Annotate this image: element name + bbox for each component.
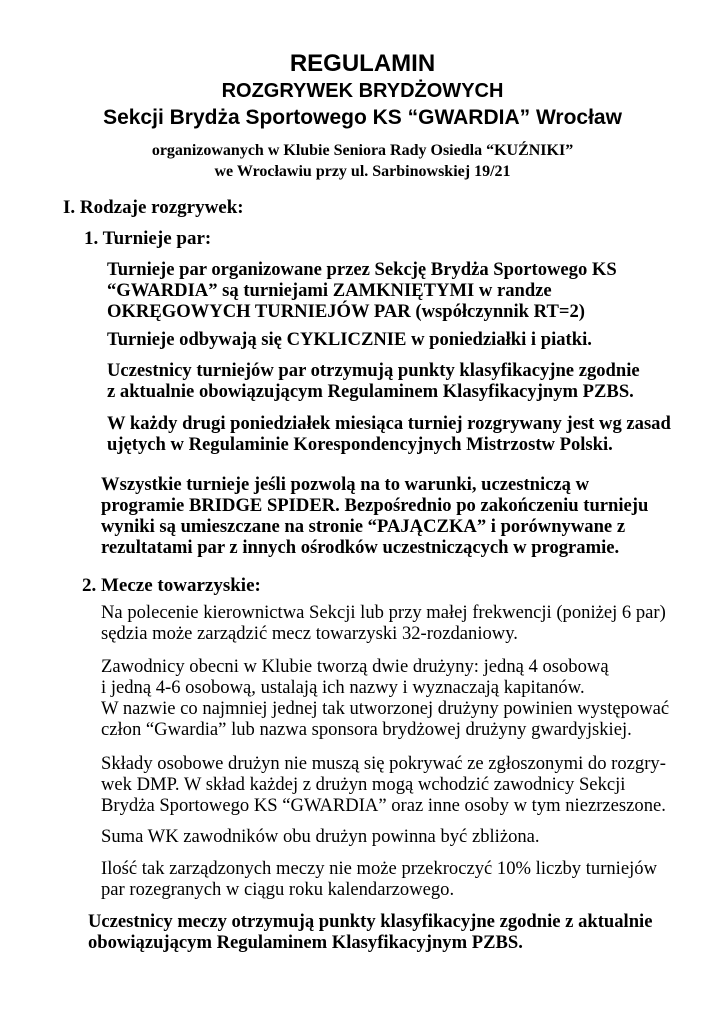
paragraph: [107, 413, 671, 455]
text-line: wyniki są umieszczane na stronie “PAJĄCZKA” i porównywane z: [101, 516, 626, 537]
text-line: ujętych w Regulaminie Korespondencyjnych Mistrzostw Polski.: [107, 434, 613, 455]
text-line: OKRĘGOWYCH TURNIEJÓW PAR (współczynnik RT=2): [107, 301, 585, 322]
document-subtitle: ROZGRYWEK BRYDŻOWYCH: [221, 80, 504, 102]
paragraph: [88, 911, 652, 953]
venue-line-1: organizowanych w Klubie Seniora Rady Osiedla “KUŹNIKI”: [151, 142, 574, 159]
text-line: Uczestnicy turniejów par otrzymują punkty klasyfikacyjne zgodnie: [107, 360, 640, 381]
text-line: sędzia może zarządzić mecz towarzyski 32-rozdaniowy.: [101, 623, 518, 644]
text-line: Turnieje par organizowane przez Sekcję Brydża Sportowego KS: [107, 259, 617, 280]
paragraph: [107, 259, 617, 322]
paragraph: [107, 329, 592, 350]
text-line: Brydża Sportowego KS “GWARDIA” oraz inne osoby w tym niezrzeszone.: [101, 795, 666, 816]
text-line: i jedną 4-6 osobową, ustalają ich nazwy i wyznaczają kapitanów.: [101, 677, 585, 698]
paragraph: [107, 360, 640, 402]
text-line: z aktualnie obowiązującym Regulaminem Klasyfikacyjnym PZBS.: [107, 381, 634, 402]
text-line: Suma WK zawodników obu drużyn powinna być zbliżona.: [101, 826, 540, 847]
text-line: programie BRIDGE SPIDER. Bezpośrednio po zakończeniu turnieju: [101, 495, 649, 516]
subsection-heading-matches: 2. Mecze towarzyskie:: [82, 575, 261, 596]
text-line: Na polecenie kierownictwa Sekcji lub przy małej frekwencji (poniżej 6 par): [101, 602, 666, 623]
text-line: obowiązującym Regulaminem Klasyfikacyjnym PZBS.: [88, 932, 523, 953]
text-line: W nazwie co najmniej jednej tak utworzonej drużyny powinien występować: [101, 698, 670, 719]
text-line: Składy osobowe drużyn nie muszą się pokrywać ze zgłoszonymi do rozgry-: [101, 753, 666, 774]
paragraph: [101, 602, 666, 644]
organization-name: Sekcji Brydża Sportowego KS “GWARDIA” Wrocław: [103, 106, 622, 129]
document-title: REGULAMIN: [289, 50, 436, 77]
text-line: wek DMP. W skład każdej z drużyn mogą wchodzić zawodnicy Sekcji: [101, 774, 626, 795]
paragraph: [101, 858, 657, 900]
subsection-heading-pairs: 1. Turnieje par:: [84, 228, 212, 249]
text-line: par rozegranych w ciągu roku kalendarzowego.: [101, 879, 455, 900]
paragraph: [101, 753, 666, 816]
text-line: W każdy drugi poniedziałek miesiąca turniej rozgrywany jest wg zasad: [107, 413, 671, 434]
section-heading: I. Rodzaje rozgrywek:: [63, 197, 244, 218]
text-line: “GWARDIA” są turniejami ZAMKNIĘTYMI w randze: [107, 280, 552, 301]
paragraph: [101, 656, 669, 740]
text-line: Wszystkie turnieje jeśli pozwolą na to warunki, uczestniczą w: [101, 474, 590, 495]
text-line: Uczestnicy meczy otrzymują punkty klasyfikacyjne zgodnie z aktualnie: [88, 911, 653, 932]
paragraph: [101, 826, 540, 847]
text-line: Zawodnicy obecni w Klubie tworzą dwie drużyny: jedną 4 osobową: [101, 656, 609, 677]
text-line: Ilość tak zarządzonych meczy nie może przekroczyć 10% liczby turniejów: [101, 858, 657, 879]
text-line: Turnieje odbywają się CYKLICZNIE w poniedziałki i piatki.: [107, 329, 592, 350]
venue-line-2: we Wrocławiu przy ul. Sarbinowskiej 19/21: [214, 163, 511, 180]
paragraph: [101, 474, 648, 558]
text-line: człon “Gwardia” lub nazwa sponsora brydżowej drużyny gwardyjskiej.: [101, 719, 632, 740]
text-line: rezultatami par z innych ośrodków uczestniczących w programie.: [101, 537, 620, 558]
